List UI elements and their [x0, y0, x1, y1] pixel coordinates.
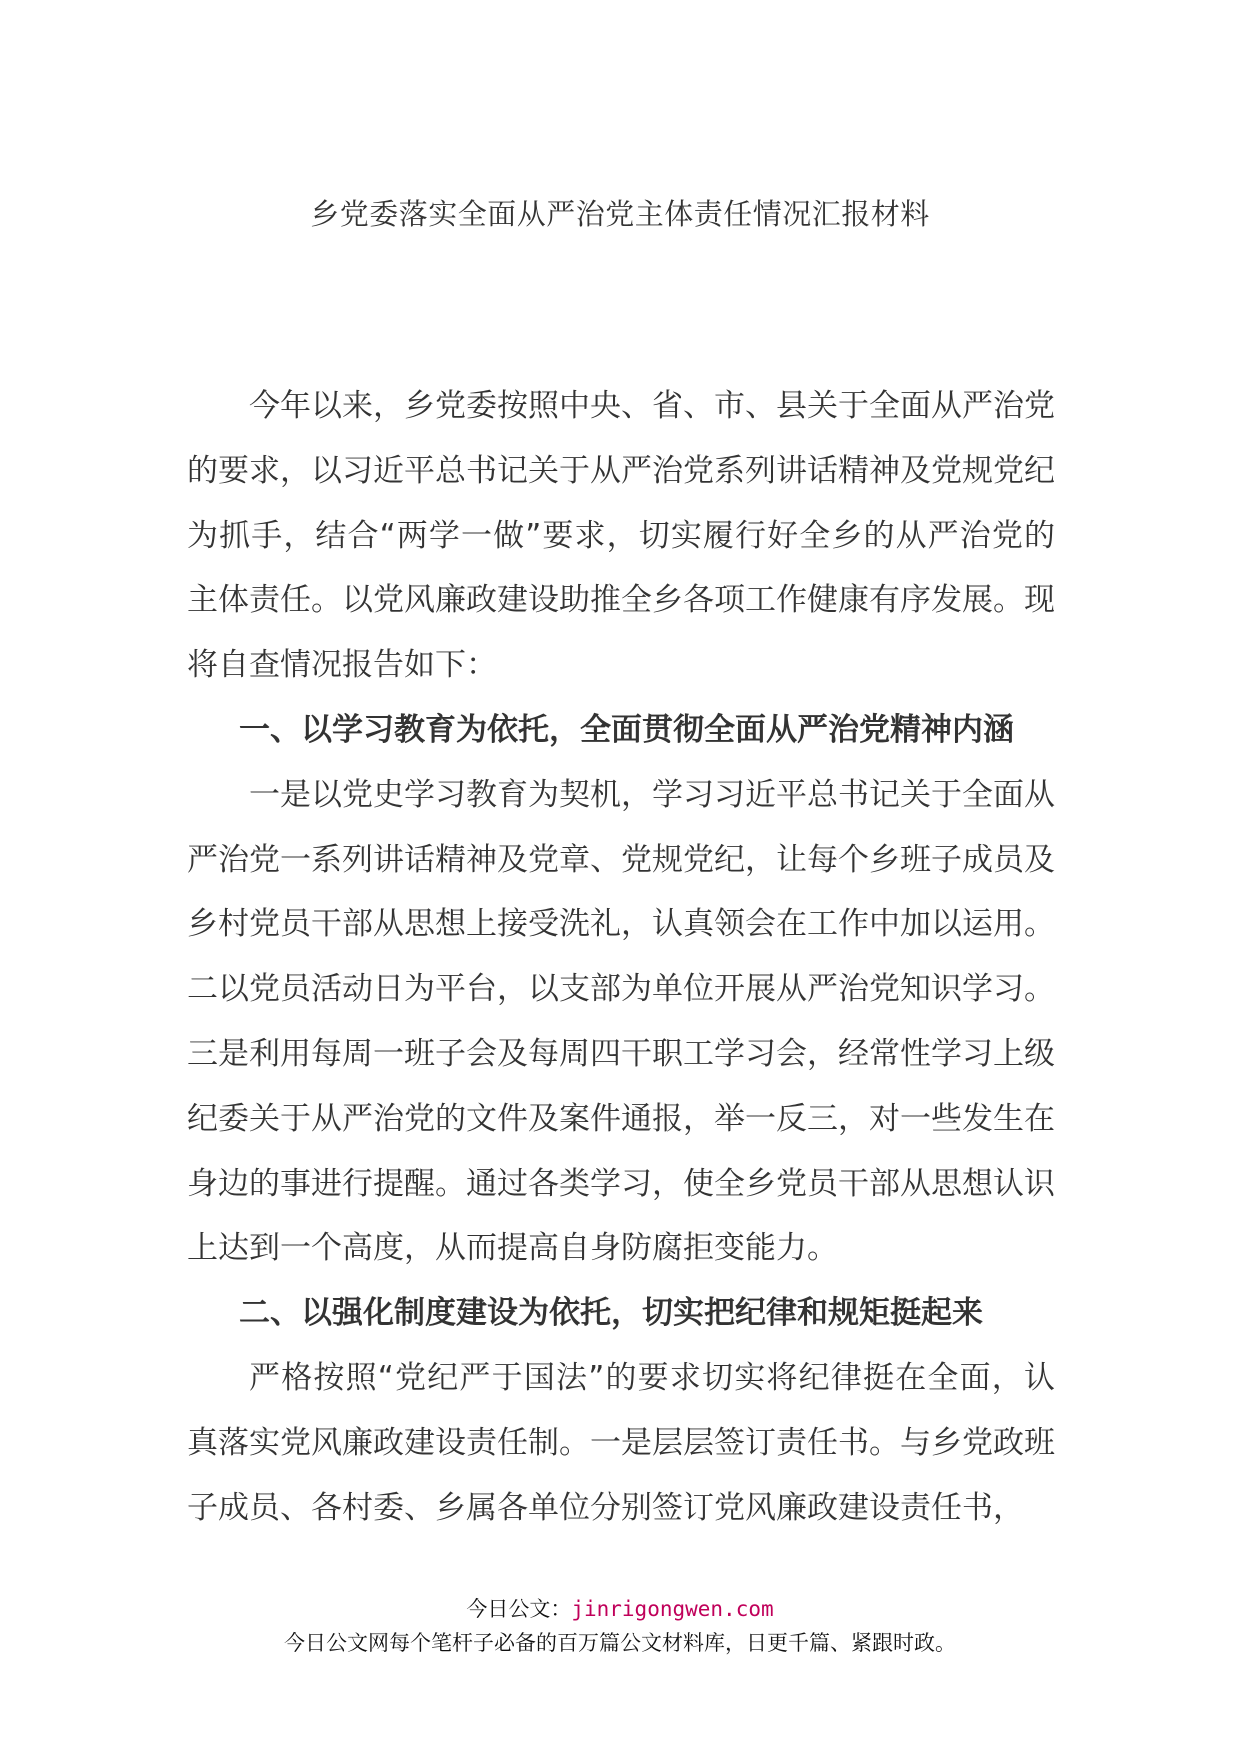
footer — [0, 1592, 1240, 1660]
footer-site-line — [0, 1592, 1240, 1626]
section-heading-1: 一、以学习教育为依托，全面贯彻全面从严治党精神内涵 — [239, 711, 1014, 748]
footer-site-link[interactable]: jinrigongwen.com — [571, 1597, 774, 1621]
document-body — [187, 374, 1055, 1540]
footer-slogan: 今日公文网每个笔杆子必备的百万篇公文材料库，日更千篇、紧跟时政。 — [284, 1631, 956, 1655]
section-2-paragraph: 严格按照“党纪严于国法”的要求切实将纪律挺在全面，认真落实党风廉政建设责任制。一是层层签订责任书。与乡党政班子成员、各村委、乡属各单位分别签订党风廉政建设责任书， — [187, 1359, 1055, 1526]
intro-paragraph: 今年以来，乡党委按照中央、省、市、县关于全面从严治党的要求，以习近平总书记关于从严治党系列讲话精神及党规党纪为抓手，结合“两学一做”要求，切实履行好全乡的从严治党的主体责任。以党风廉政建设助推全乡各项工作健康有序发展。现将自查情况报告如下： — [187, 388, 1055, 684]
section-1-paragraph: 一是以党史学习教育为契机，学习习近平总书记关于全面从严治党一系列讲话精神及党章、党规党纪，让每个乡班子成员及乡村党员干部从思想上接受洗礼，认真领会在工作中加以运用。二以党员活动日为平台，以支部为单位开展从严治党知识学习。三是利用每周一班子会及每周四干职工学习会，经常性学习上级纪委关于从严治党的文件及案件通报，举一反三，对一些发生在身边的事进行提醒。通过各类学习，使全乡党员干部从思想认识上达到一个高度，从而提高自身防腐拒变能力。 — [187, 776, 1055, 1267]
page-title: 乡党委落实全面从严治党主体责任情况汇报材料 — [310, 197, 930, 231]
footer-prefix: 今日公文： — [466, 1597, 572, 1621]
section-heading-2: 二、以强化制度建设为依托，切实把纪律和规矩挺起来 — [239, 1295, 983, 1332]
